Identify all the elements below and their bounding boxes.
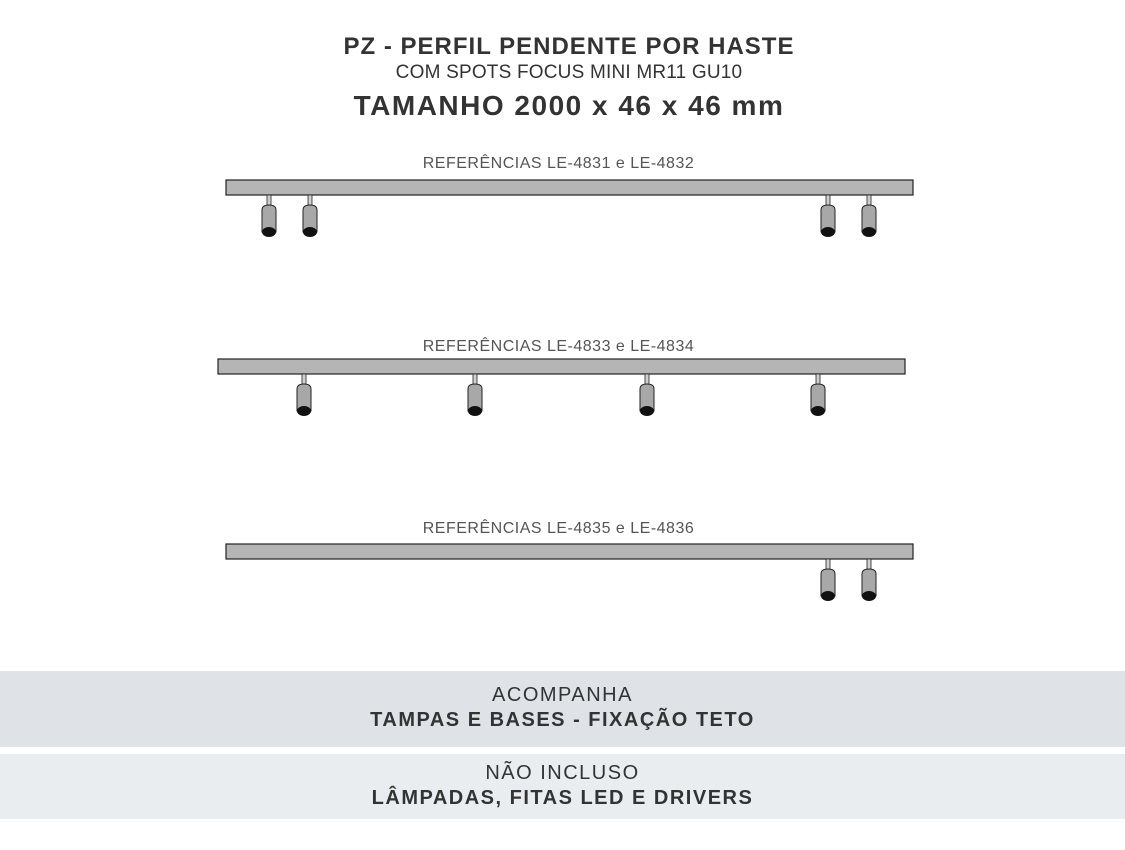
spot-lens bbox=[821, 591, 835, 601]
spot-lens bbox=[862, 591, 876, 601]
profile-bar bbox=[226, 544, 913, 559]
spot bbox=[811, 374, 825, 416]
spot bbox=[297, 374, 311, 416]
spot-lens bbox=[862, 227, 876, 237]
included-label: ACOMPANHA bbox=[492, 684, 633, 706]
group-1-label: REFERÊNCIAS LE-4831 e LE-4832 bbox=[422, 155, 695, 172]
spot-lens bbox=[821, 227, 835, 237]
spot-stem bbox=[826, 195, 830, 206]
spot-lens bbox=[640, 406, 654, 416]
diagram-title: PZ - PERFIL PENDENTE POR HASTE bbox=[343, 33, 795, 60]
profile-bar bbox=[226, 180, 913, 195]
spot-stem bbox=[302, 374, 306, 385]
spot bbox=[303, 195, 317, 237]
profile-group-2 bbox=[218, 359, 905, 416]
spot-stem bbox=[826, 559, 830, 570]
spot-lens bbox=[262, 227, 276, 237]
diagram-subtitle: COM SPOTS FOCUS MINI MR11 GU10 bbox=[395, 62, 743, 83]
spot bbox=[262, 195, 276, 237]
spot-stem bbox=[473, 374, 477, 385]
group-2-label: REFERÊNCIAS LE-4833 e LE-4834 bbox=[422, 338, 695, 355]
spot bbox=[821, 559, 835, 601]
spot-stem bbox=[267, 195, 271, 206]
profile-bar bbox=[218, 359, 905, 374]
profile-group-3 bbox=[226, 544, 913, 601]
spot-lens bbox=[468, 406, 482, 416]
spot bbox=[640, 374, 654, 416]
profile-group-1 bbox=[226, 180, 913, 237]
group-3-label: REFERÊNCIAS LE-4835 e LE-4836 bbox=[422, 520, 695, 537]
not-included-label: NÃO INCLUSO bbox=[485, 762, 640, 784]
spot bbox=[862, 559, 876, 601]
spot-stem bbox=[816, 374, 820, 385]
not-included-value: LÂMPADAS, FITAS LED E DRIVERS bbox=[371, 787, 754, 809]
included-value: TAMPAS E BASES - FIXAÇÃO TETO bbox=[370, 709, 755, 731]
spot-stem bbox=[308, 195, 312, 206]
diagram-size: TAMANHO 2000 x 46 x 46 mm bbox=[353, 90, 785, 121]
spot-stem bbox=[867, 559, 871, 570]
spot-lens bbox=[811, 406, 825, 416]
spot-lens bbox=[297, 406, 311, 416]
included-band bbox=[0, 671, 1125, 747]
not-included-band bbox=[0, 754, 1125, 819]
spot-lens bbox=[303, 227, 317, 237]
spot-stem bbox=[645, 374, 649, 385]
spot-stem bbox=[867, 195, 871, 206]
spot bbox=[821, 195, 835, 237]
spot bbox=[468, 374, 482, 416]
spot bbox=[862, 195, 876, 237]
